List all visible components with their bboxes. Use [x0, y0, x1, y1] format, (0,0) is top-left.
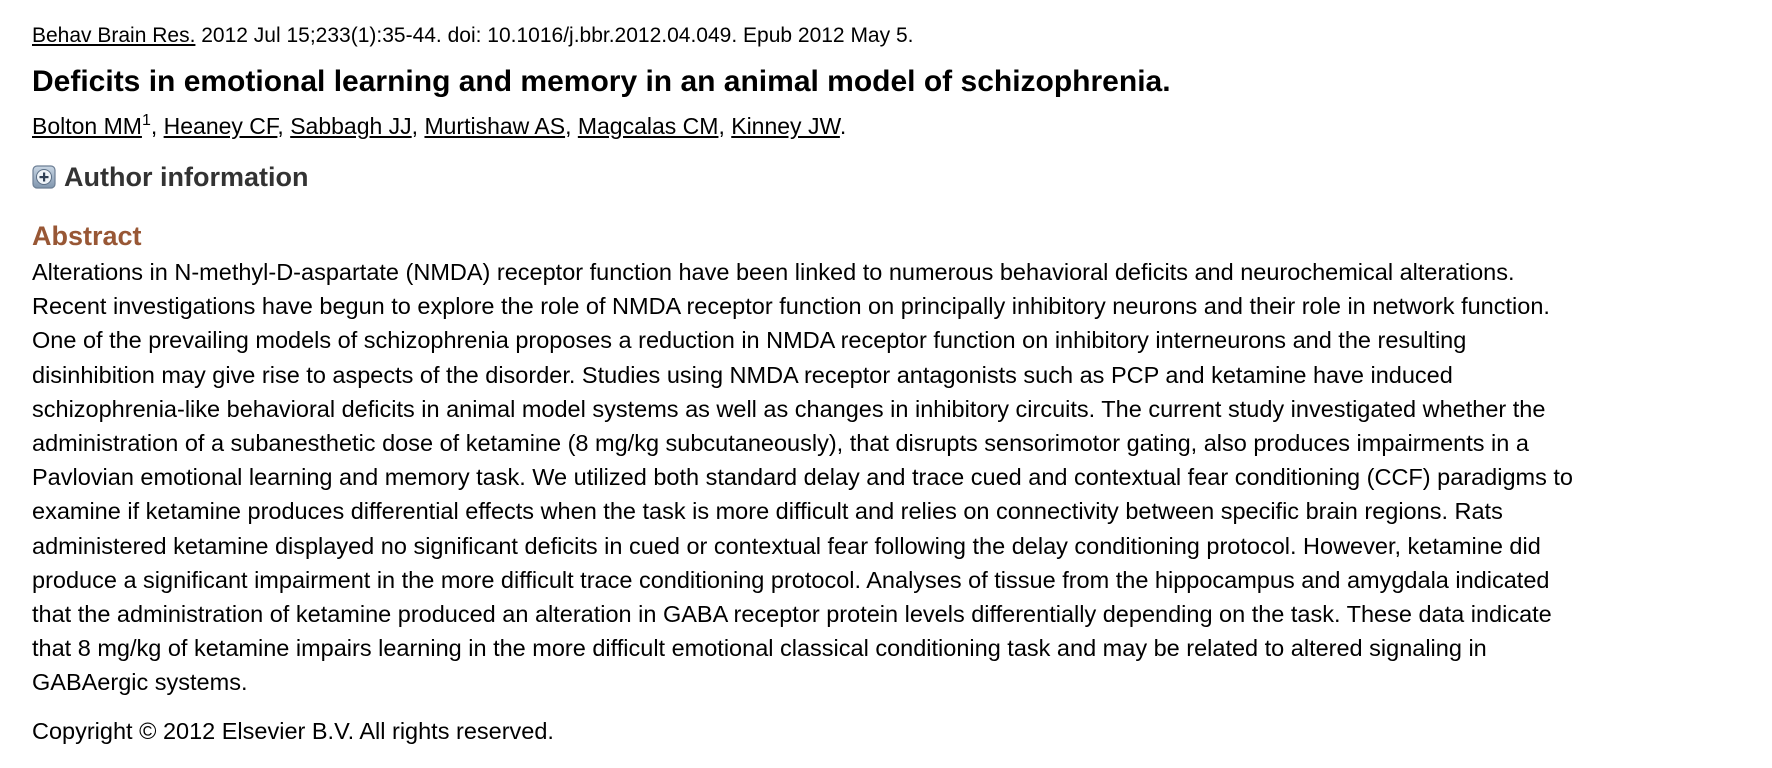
abstract-line: administered ketamine displayed no significant deficits in cued or contextual fear following the delay conditioning protocol. However, ketamine did — [32, 532, 1541, 559]
article-title: Deficits in emotional learning and memory in an animal model of schizophrenia. — [32, 65, 1171, 98]
abstract-line: Alterations in N-methyl-D-aspartate (NMDA) receptor function have been linked to numerous behavioral deficits and neurochemical alterations. — [32, 259, 1515, 285]
journal-link[interactable]: Behav Brain Res. — [32, 24, 196, 47]
abstract-line: that 8 mg/kg of ketamine impairs learning in the more difficult emotional classical conditioning task and may be related to altered signaling in — [32, 635, 1487, 662]
author-information-label: Author information — [64, 162, 309, 192]
abstract-line: schizophrenia-like behavioral deficits in animal model systems as well as changes in inhibitory circuits. The current study investigated whether the — [32, 395, 1546, 422]
abstract-line: Recent investigations have begun to explore the role of NMDA receptor function on principally inhibitory neurons and their role in network function. — [32, 293, 1550, 320]
citation-details: 2012 Jul 15;233(1):35-44. doi: 10.1016/j.bbr.2012.04.049. Epub 2012 May 5. — [195, 24, 914, 47]
abstract-text — [32, 255, 1752, 700]
author-list — [32, 111, 846, 141]
author-information-toggle[interactable] — [32, 160, 308, 194]
abstract-line: examine if ketamine produces differential effects when the task is more difficult and relies on connectivity between specific brain regions. Rats — [32, 498, 1503, 525]
copyright-notice: Copyright © 2012 Elsevier B.V. All rights reserved. — [32, 718, 554, 744]
author-affiliation-marker[interactable]: 1 — [141, 112, 151, 129]
author-link[interactable]: Heaney CF — [163, 113, 278, 139]
abstract-line: Pavlovian emotional learning and memory task. We utilized both standard delay and trace cued and contextual fear conditioning (CCF) paradigms to — [32, 464, 1573, 491]
author-separator: , — [411, 113, 425, 139]
author-link[interactable]: Kinney JW — [731, 113, 840, 139]
abstract-line: that the administration of ketamine produced an alteration in GABA receptor protein levels differentially depending on the task. These data indicate — [32, 601, 1552, 628]
author-separator: , — [277, 113, 291, 139]
author-separator: , — [150, 113, 164, 139]
abstract-line: administration of a subanesthetic dose of ketamine (8 mg/kg subcutaneously), that disrupts sensorimotor gating, also produces impairments in a — [32, 430, 1529, 457]
abstract-line: One of the prevailing models of schizophrenia proposes a reduction in NMDA receptor function on inhibitory interneurons and the resulting — [32, 327, 1467, 354]
author-link[interactable]: Murtishaw AS — [424, 113, 566, 139]
author-separator: , — [718, 113, 732, 139]
author-link[interactable]: Magcalas CM — [577, 113, 719, 139]
author-separator: , — [565, 113, 578, 139]
author-link[interactable]: Bolton MM — [32, 113, 142, 139]
abstract-line: disinhibition may give rise to aspects of the disorder. Studies using NMDA receptor antagonists such as PCP and ketamine have induced — [32, 361, 1453, 388]
abstract-heading: Abstract — [32, 221, 142, 251]
author-separator: . — [839, 113, 847, 139]
expand-plus-icon[interactable] — [32, 165, 56, 189]
abstract-line: GABAergic systems. — [32, 669, 248, 696]
citation-line — [32, 23, 913, 49]
author-link[interactable]: Sabbagh JJ — [290, 113, 412, 139]
abstract-line: produce a significant impairment in the more difficult trace conditioning protocol. Analyses of tissue from the hippocampus and amygdala indicated — [32, 566, 1550, 593]
